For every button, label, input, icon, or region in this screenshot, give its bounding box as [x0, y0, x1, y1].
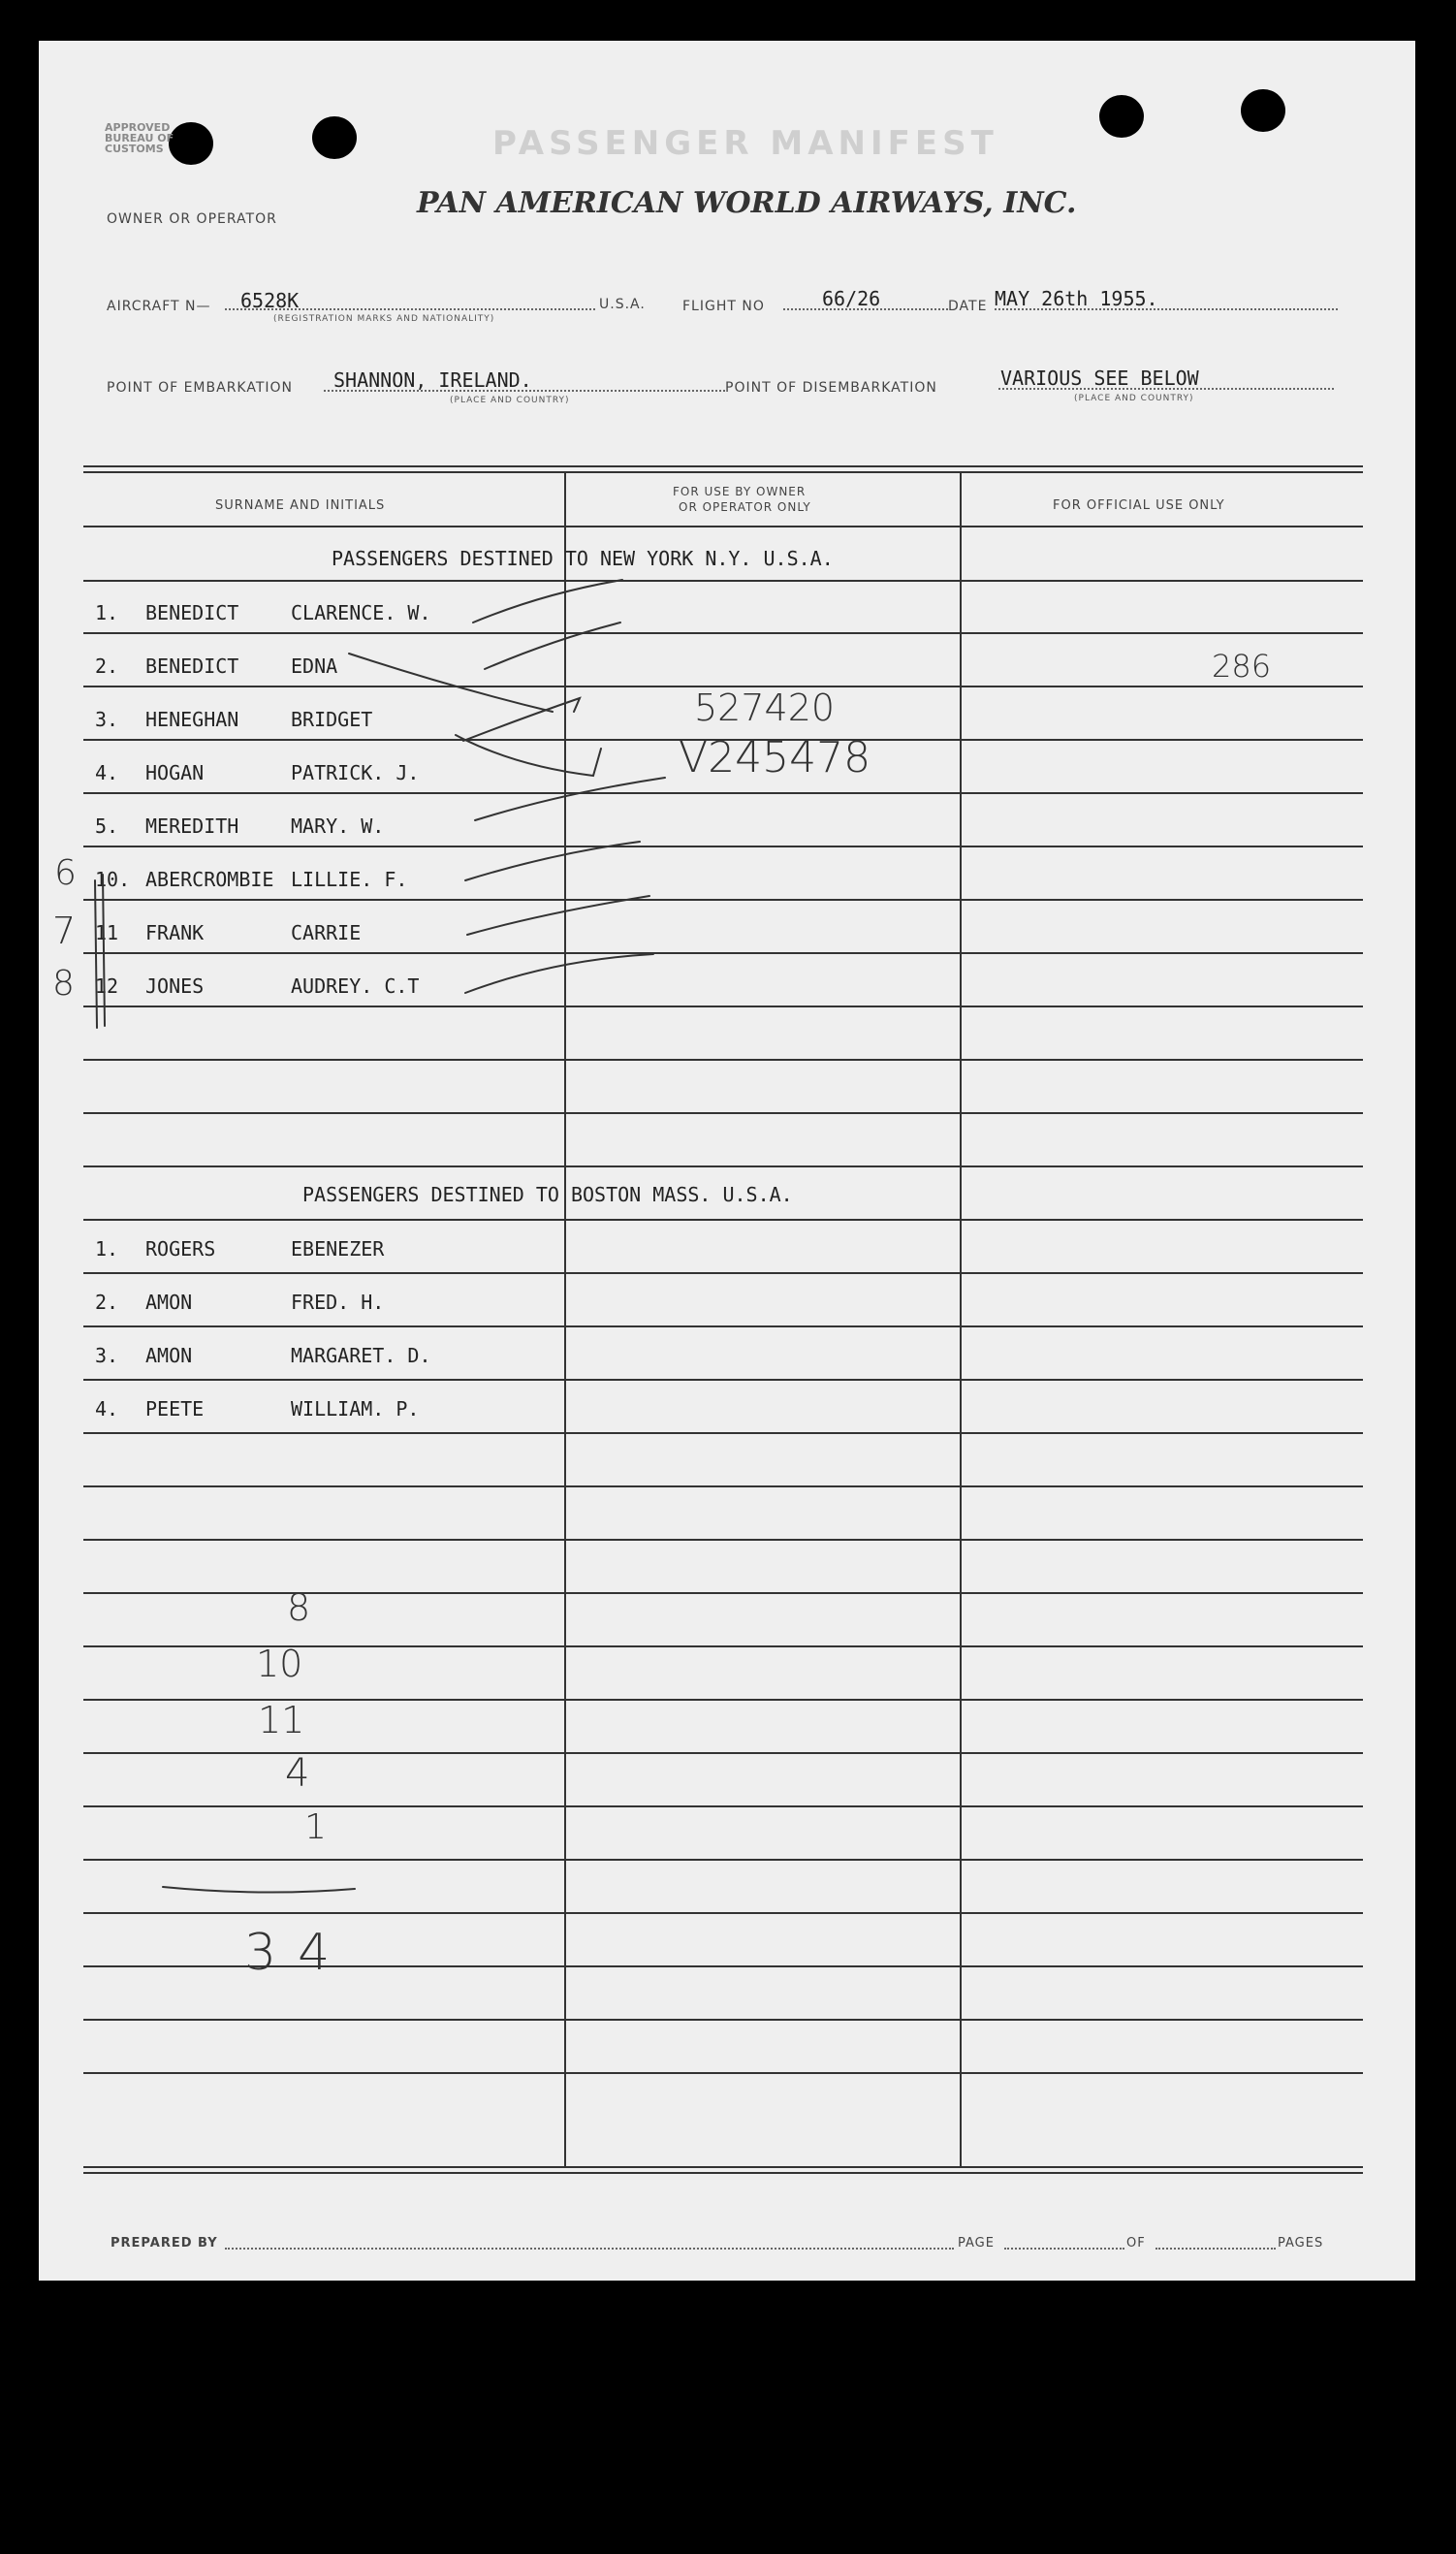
passenger-given-name: CLARENCE. W. — [291, 601, 431, 624]
passenger-surname: HENEGHAN — [145, 708, 239, 731]
passenger-number: 1. — [95, 1237, 119, 1261]
approval-stamp: APPROVED BUREAU OF CUSTOMS — [105, 121, 174, 155]
column-header-owner-use: FOR USE BY OWNER — [673, 485, 807, 498]
page-label: PAGE — [958, 2236, 995, 2251]
passenger-number: 4. — [95, 1397, 119, 1421]
passenger-given-name: EBENEZER — [291, 1237, 385, 1261]
passenger-surname: BENEDICT — [145, 601, 239, 624]
aircraft-value: 6528K — [240, 289, 300, 312]
passenger-given-name: BRIDGET — [291, 708, 373, 731]
passenger-given-name: MARY. W. — [291, 814, 385, 838]
column-header-owner-use-2: OR OPERATOR ONLY — [679, 500, 811, 514]
disembarkation-label: POINT OF DISEMBARKATION — [725, 380, 937, 396]
passenger-given-name: LILLIE. F. — [291, 868, 408, 891]
passenger-surname: MEREDITH — [145, 814, 239, 838]
handwritten-total: 34 — [244, 1924, 352, 1982]
disembarkation-value: VARIOUS SEE BELOW — [1000, 367, 1199, 390]
passenger-surname: JONES — [145, 974, 205, 998]
section-heading-boston: PASSENGERS DESTINED TO BOSTON MASS. U.S.A. — [302, 1183, 793, 1206]
handwritten-tally: 8 — [287, 1586, 311, 1629]
aircraft-label: AIRCRAFT N— — [107, 299, 211, 314]
handwritten-tally: 1 — [304, 1807, 327, 1847]
handwritten-official-number: 286 — [1212, 648, 1272, 685]
passenger-surname: AMON — [145, 1291, 193, 1314]
passenger-given-name: FRED. H. — [291, 1291, 385, 1314]
handwritten-margin-7: 7 — [52, 910, 77, 952]
embarkation-value: SHANNON, IRELAND. — [333, 368, 532, 392]
handwritten-tally: 4 — [285, 1751, 310, 1796]
flight-label: FLIGHT NO — [682, 299, 765, 314]
passenger-surname: ROGERS — [145, 1237, 216, 1261]
passenger-number: 1. — [95, 601, 119, 624]
passenger-surname: FRANK — [145, 921, 205, 944]
handwritten-owner-number-1: 527420 — [694, 686, 836, 729]
passenger-number: 3. — [95, 708, 119, 731]
passenger-surname: AMON — [145, 1344, 193, 1367]
passenger-number: 11 — [95, 921, 119, 944]
prepared-by-label: PREPARED BY — [111, 2236, 218, 2251]
embarkation-sublabel: (PLACE AND COUNTRY) — [450, 396, 570, 405]
date-label: DATE — [948, 299, 988, 314]
section-heading-new-york: PASSENGERS DESTINED TO NEW YORK N.Y. U.S.A. — [332, 547, 834, 570]
column-header-surname: SURNAME AND INITIALS — [215, 498, 386, 513]
passenger-number: 2. — [95, 654, 119, 678]
date-value: MAY 26th 1955. — [995, 287, 1158, 310]
airline-name: PAN AMERICAN WORLD AIRWAYS, INC. — [417, 186, 1077, 220]
passenger-given-name: EDNA — [291, 654, 338, 678]
handwritten-tally: 10 — [256, 1643, 303, 1685]
passenger-surname: PEETE — [145, 1397, 205, 1421]
flight-value: 66/26 — [822, 287, 881, 310]
owner-label: OWNER OR OPERATOR — [107, 211, 277, 227]
passenger-given-name: AUDREY. C.T — [291, 974, 420, 998]
handwritten-margin-8: 8 — [52, 964, 75, 1004]
passenger-surname: BENEDICT — [145, 654, 239, 678]
passenger-given-name: MARGARET. D. — [291, 1344, 431, 1367]
disembarkation-sublabel: (PLACE AND COUNTRY) — [1074, 394, 1194, 403]
passenger-given-name: WILLIAM. P. — [291, 1397, 420, 1421]
passenger-given-name: CARRIE — [291, 921, 362, 944]
handwritten-tally: 11 — [258, 1699, 305, 1741]
column-header-official: FOR OFFICIAL USE ONLY — [1053, 498, 1225, 513]
passenger-number: 12 — [95, 974, 119, 998]
pages-label: PAGES — [1278, 2236, 1324, 2251]
handwritten-owner-number-2: V245478 — [679, 733, 871, 782]
passenger-surname: HOGAN — [145, 761, 205, 784]
handwritten-margin-6: 6 — [54, 853, 77, 893]
aircraft-sublabel: (REGISTRATION MARKS AND NATIONALITY) — [273, 314, 495, 324]
passenger-number: 4. — [95, 761, 119, 784]
document-title: PASSENGER MANIFEST — [492, 124, 998, 163]
passenger-number: 2. — [95, 1291, 119, 1314]
passenger-given-name: PATRICK. J. — [291, 761, 420, 784]
passenger-number: 5. — [95, 814, 119, 838]
embarkation-label: POINT OF EMBARKATION — [107, 380, 294, 396]
usa-label: U.S.A. — [599, 297, 646, 312]
passenger-surname: ABERCROMBIE — [145, 868, 274, 891]
passenger-number: 3. — [95, 1344, 119, 1367]
passenger-number: 10. — [95, 868, 131, 891]
of-label: OF — [1126, 2236, 1146, 2251]
